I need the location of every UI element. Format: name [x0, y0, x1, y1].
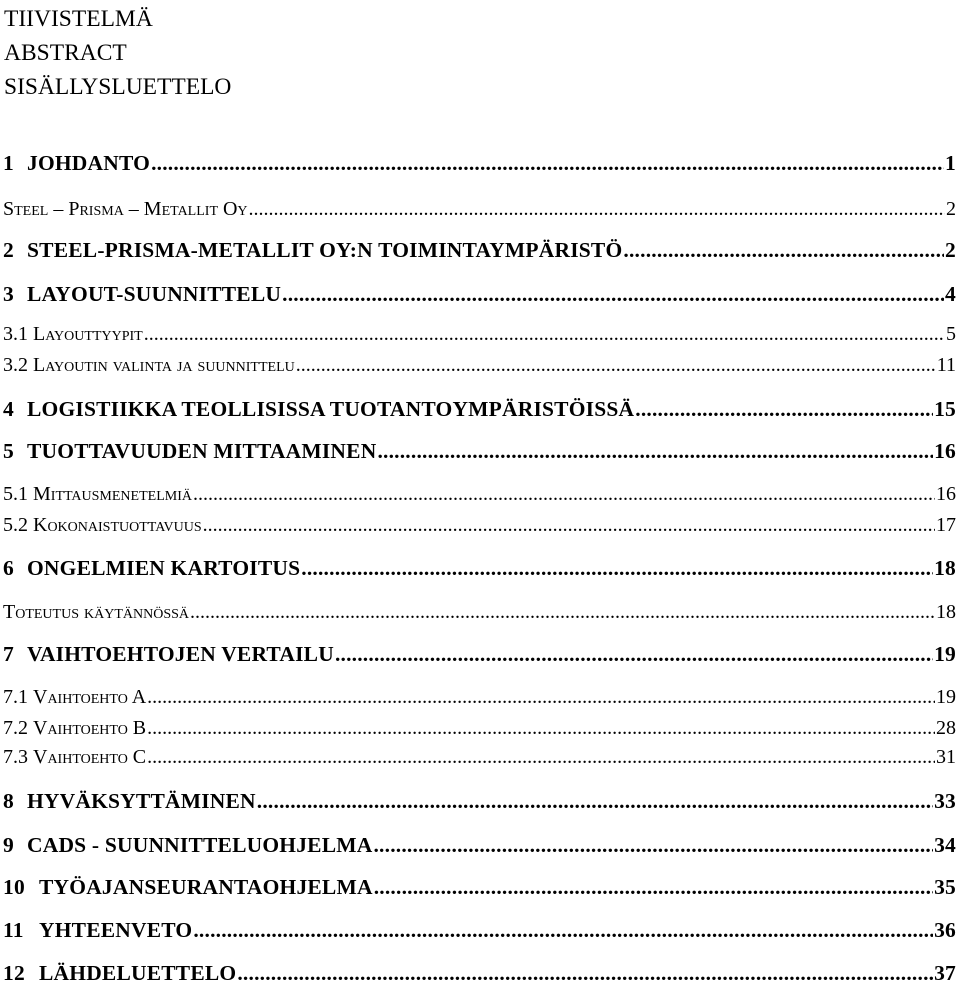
toc-entry-page: 17	[936, 514, 956, 536]
toc-entry-5-tuottavuuden-mittaaminen[interactable]	[3, 437, 956, 465]
toc-entry-title: YHTEENVETO	[39, 918, 193, 942]
toc-entry-7-1-vaihtoehto-a[interactable]	[3, 685, 956, 709]
toc-entry-page: 2	[945, 238, 956, 262]
toc-entry-page: 4	[945, 282, 956, 306]
toc-dot-leader	[190, 600, 935, 624]
toc-dot-leader	[151, 149, 944, 177]
toc-entry-number: 7.1	[3, 686, 28, 708]
toc-entry-number: 5.1	[3, 483, 28, 505]
toc-dot-leader	[147, 745, 935, 769]
toc-entry-8-hyvaksyttaminen[interactable]	[3, 787, 956, 815]
toc-entry-title: HYVÄKSYTTÄMINEN	[27, 789, 256, 813]
toc-entry-number: 9	[3, 833, 14, 857]
toc-entry-title: Kokonaistuottavuus	[33, 514, 202, 536]
toc-entry-number: 3.1	[3, 323, 28, 345]
toc-entry-4-logistiikka[interactable]	[3, 395, 956, 423]
toc-entry-page: 16	[934, 439, 956, 463]
toc-entry-3-2-layoutin-valinta[interactable]	[3, 353, 956, 377]
toc-entry-6-ongelmien-kartoitus[interactable]	[3, 554, 956, 582]
toc-entry-11-yhteenveto[interactable]	[3, 916, 956, 944]
toc-dot-leader	[635, 395, 933, 423]
toc-entry-number: 7.3	[3, 746, 28, 768]
toc-entry-page: 34	[934, 833, 956, 857]
toc-entry-page: 36	[934, 918, 956, 942]
toc-entry-title: Mittausmenetelmiä	[33, 483, 192, 505]
toc-entry-title: Vaihtoehto C	[33, 746, 147, 768]
toc-entry-number: 2	[3, 238, 14, 262]
toc-entry-steel-prisma-metallit-oy[interactable]	[3, 197, 956, 221]
toc-entry-number: 3.2	[3, 354, 28, 376]
toc-entry-page: 15	[934, 397, 956, 421]
toc-entry-1-johdanto[interactable]	[3, 149, 956, 177]
toc-entry-number: 8	[3, 789, 14, 813]
toc-entry-number: 12	[3, 961, 25, 985]
toc-dot-leader	[147, 685, 935, 709]
toc-entry-title: Steel – Prisma – Metallit Oy	[3, 198, 248, 220]
toc-entry-page: 2	[946, 198, 956, 220]
toc-entry-page: 33	[934, 789, 956, 813]
toc-entry-page: 11	[936, 354, 956, 376]
toc-entry-page: 19	[934, 642, 956, 666]
toc-entry-page: 1	[945, 151, 956, 175]
toc-entry-page: 16	[936, 483, 956, 505]
toc-entry-page: 5	[946, 323, 956, 345]
toc-dot-leader	[374, 873, 933, 901]
toc-entry-page: 18	[934, 556, 956, 580]
toc-dot-leader	[373, 831, 933, 859]
toc-entry-number: 11	[3, 918, 24, 942]
toc-entry-toteutus-kaytannossa[interactable]	[3, 600, 956, 624]
toc-dot-leader	[203, 513, 935, 537]
toc-dot-leader	[249, 197, 945, 221]
sisallysluettelo-heading[interactable]: SISÄLLYSLUETTELO	[4, 74, 232, 100]
toc-dot-leader	[301, 554, 933, 582]
toc-entry-number: 5.2	[3, 514, 28, 536]
toc-entry-title: JOHDANTO	[27, 151, 151, 175]
toc-entry-title: ONGELMIEN KARTOITUS	[27, 556, 301, 580]
toc-dot-leader	[377, 437, 933, 465]
toc-entry-number: 5	[3, 439, 14, 463]
toc-entry-title: Vaihtoehto A	[33, 686, 147, 708]
toc-entry-number: 4	[3, 397, 14, 421]
toc-entry-title: Layoutin valinta ja suunnittelu	[33, 354, 295, 376]
toc-entry-title: Vaihtoehto B	[33, 717, 147, 739]
toc-dot-leader	[282, 280, 944, 308]
toc-entry-page: 28	[936, 717, 956, 739]
toc-entry-7-3-vaihtoehto-c[interactable]	[3, 745, 956, 769]
toc-dot-leader	[193, 482, 935, 506]
toc-entry-3-layout-suunnittelu[interactable]	[3, 280, 956, 308]
toc-entry-number: 1	[3, 151, 14, 175]
toc-entry-title: TUOTTAVUUDEN MITTAAMINEN	[27, 439, 377, 463]
toc-dot-leader	[335, 640, 933, 668]
toc-entry-title: Layouttyypit	[33, 323, 143, 345]
toc-entry-9-cads-suunnitteluohjelma[interactable]	[3, 831, 956, 859]
toc-entry-title: LOGISTIIKKA TEOLLISISSA TUOTANTOYMPÄRISTÖISSÄ	[27, 397, 635, 421]
toc-dot-leader	[237, 959, 933, 987]
toc-entry-7-2-vaihtoehto-b[interactable]	[3, 716, 956, 740]
toc-entry-page: 18	[936, 601, 956, 623]
toc-dot-leader	[296, 353, 936, 377]
toc-entry-number: 10	[3, 875, 25, 899]
toc-dot-leader	[193, 916, 933, 944]
toc-entry-7-vaihtoehtojen-vertailu[interactable]	[3, 640, 956, 668]
toc-dot-leader	[147, 716, 935, 740]
toc-entry-number: 7	[3, 642, 14, 666]
toc-entry-page: 37	[934, 961, 956, 985]
toc-entry-title: LAYOUT-SUUNNITTELU	[27, 282, 282, 306]
toc-entry-2-toimintaymparisto[interactable]	[3, 236, 956, 264]
toc-dot-leader	[623, 236, 944, 264]
toc-entry-page: 35	[934, 875, 956, 899]
toc-entry-5-1-mittausmenetelmia[interactable]	[3, 482, 956, 506]
toc-entry-title: VAIHTOEHTOJEN VERTAILU	[27, 642, 334, 666]
toc-entry-number: 3	[3, 282, 14, 306]
toc-entry-title: Toteutus käytännössä	[3, 601, 189, 623]
toc-entry-title: CADS - SUUNNITTELUOHJELMA	[27, 833, 373, 857]
toc-dot-leader	[257, 787, 933, 815]
toc-entry-12-lahdeluettelo[interactable]	[3, 959, 956, 987]
toc-entry-number: 7.2	[3, 717, 28, 739]
toc-entry-page: 19	[936, 686, 956, 708]
tiivistelma-heading[interactable]: TIIVISTELMÄ	[4, 6, 153, 32]
toc-entry-number: 6	[3, 556, 14, 580]
abstract-heading[interactable]: ABSTRACT	[4, 40, 127, 66]
toc-entry-title: LÄHDELUETTELO	[39, 961, 237, 985]
toc-entry-page: 31	[936, 746, 956, 768]
toc-entry-title: STEEL-PRISMA-METALLIT OY:N TOIMINTAYMPÄRISTÖ	[27, 238, 623, 262]
toc-dot-leader	[144, 322, 945, 346]
toc-entry-10-tyoajanseurantaohjelma[interactable]	[3, 873, 956, 901]
toc-entry-3-1-layouttyypit[interactable]	[3, 322, 956, 346]
toc-entry-title: TYÖAJANSEURANTAOHJELMA	[39, 875, 373, 899]
toc-entry-5-2-kokonaistuottavuus[interactable]	[3, 513, 956, 537]
